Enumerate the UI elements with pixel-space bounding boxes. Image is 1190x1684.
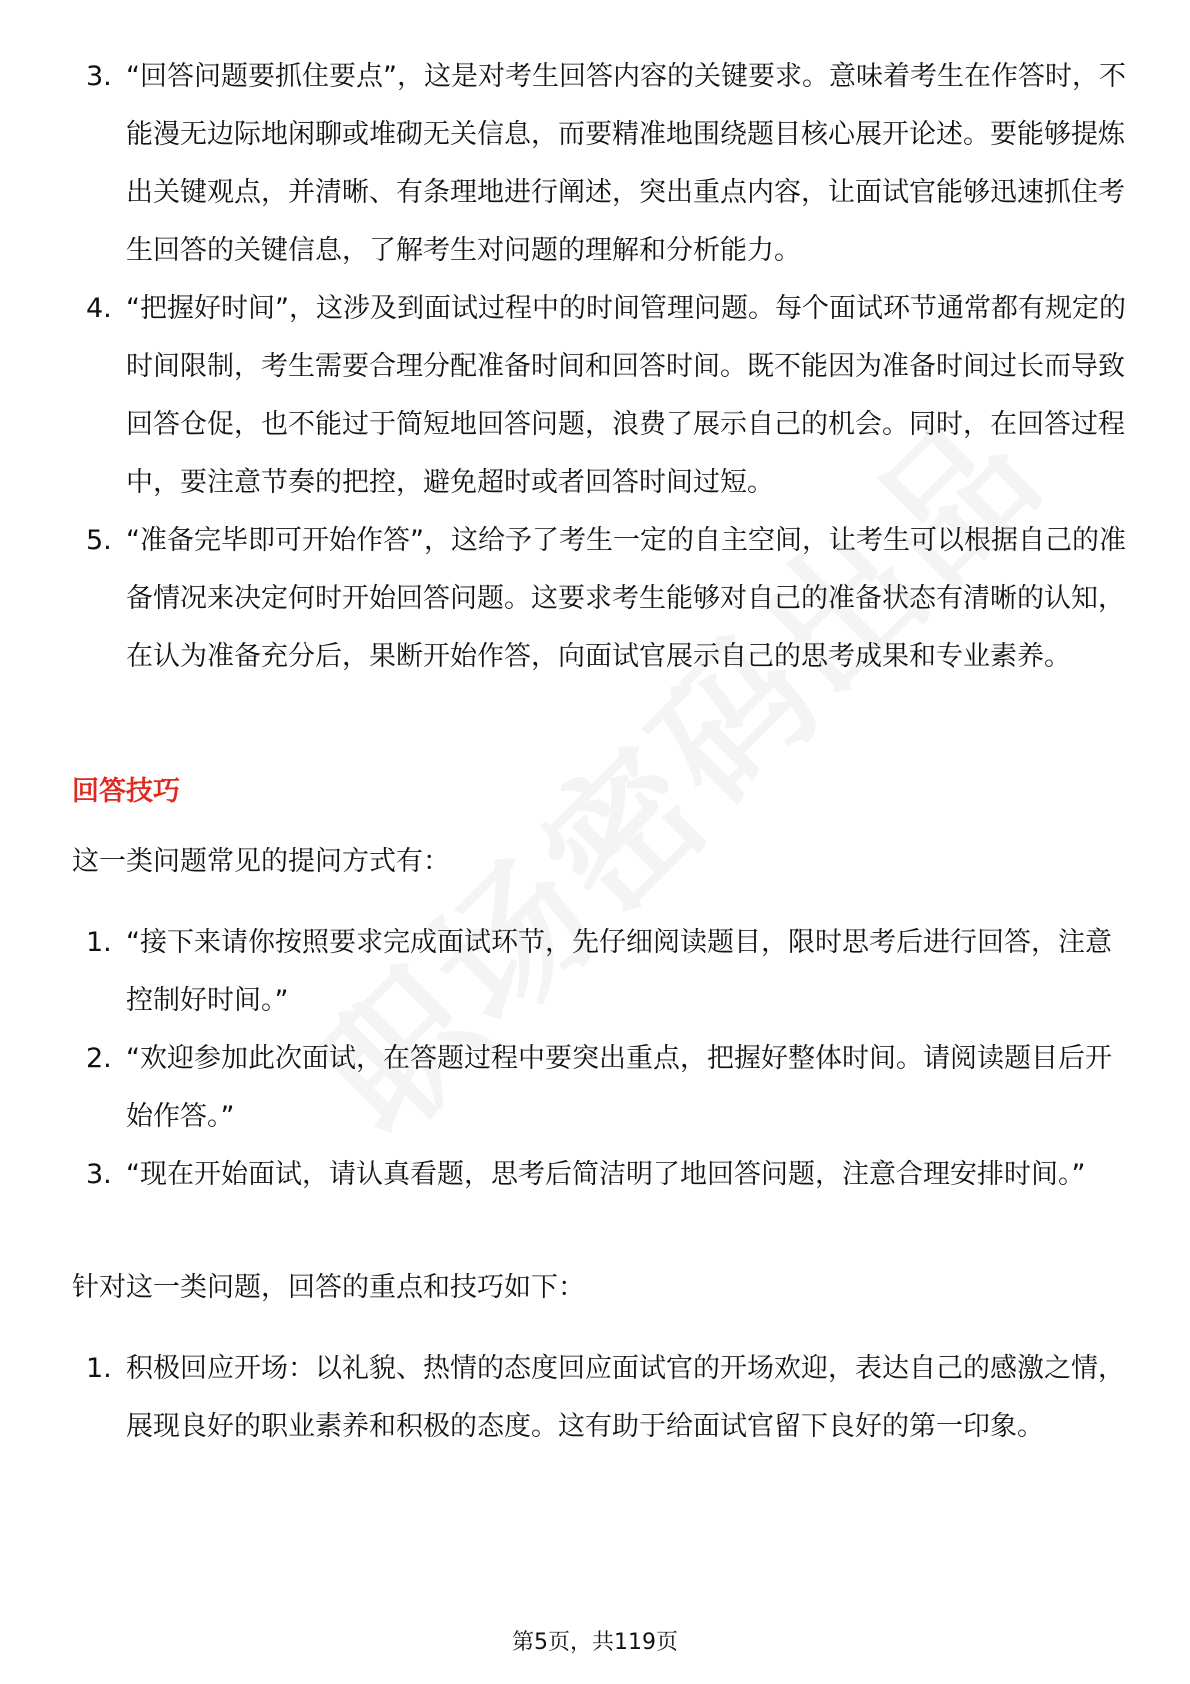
list-item-number: 3. <box>86 61 112 92</box>
list-item-text: “欢迎参加此次面试，在答题过程中要突出重点，把握好整体时间。请阅读题目后开始作答。” <box>126 1043 1112 1132</box>
section-heading: 回答技巧 <box>72 776 180 807</box>
requirements-list <box>72 48 1132 686</box>
page-footer: 第5页，共119页 <box>512 1630 678 1655</box>
tips-intro-paragraph: 针对这一类问题，回答的重点和技巧如下： <box>72 1272 585 1303</box>
list-item-number: 1. <box>86 927 112 958</box>
list-item-text: “接下来请你按照要求完成面试环节，先仔细阅读题目，限时思考后进行回答，注意控制好时间。” <box>126 927 1112 1016</box>
list-item-number: 5. <box>86 525 112 556</box>
list-item <box>72 512 1132 686</box>
list-item <box>72 1146 1132 1204</box>
list-item <box>72 1340 1132 1456</box>
list-item-text: “把握好时间”，这涉及到面试过程中的时间管理问题。每个面试环节通常都有规定的时间限制，考生需要合理分配准备时间和回答时间。既不能因为准备时间过长而导致回答仓促，也不能过于简短地回答问题，浪费了展示自己的机会。同时，在回答过程中，要注意节奏的把控，避免超时或者回答时间过短。 <box>126 293 1126 498</box>
list-item-number: 1. <box>86 1353 112 1384</box>
list-item-text: “现在开始面试，请认真看题，思考后简洁明了地回答问题，注意合理安排时间。” <box>126 1159 1086 1190</box>
list-item <box>72 280 1132 512</box>
list-item-text: “回答问题要抓住要点”，这是对考生回答内容的关键要求。意味着考生在作答时，不能漫无边际地闲聊或堆砌无关信息，而要精准地围绕题目核心展开论述。要能够提炼出关键观点，并清晰、有条理地进行阐述，突出重点内容，让面试官能够迅速抓住考生回答的关键信息，了解考生对问题的理解和分析能力。 <box>126 61 1126 266</box>
tips-list <box>72 1340 1132 1456</box>
list-item-number: 3. <box>86 1159 112 1190</box>
list-item-number: 4. <box>86 293 112 324</box>
list-item <box>72 1030 1132 1146</box>
question-examples-list <box>72 914 1132 1204</box>
list-item <box>72 48 1132 280</box>
list-item-text: 积极回应开场：以礼貌、热情的态度回应面试官的开场欢迎，表达自己的感激之情，展现良好的职业素养和积极的态度。这有助于给面试官留下良好的第一印象。 <box>126 1353 1125 1442</box>
list-item-number: 2. <box>86 1043 112 1074</box>
intro-paragraph: 这一类问题常见的提问方式有： <box>72 846 450 877</box>
list-item-text: “准备完毕即可开始作答”，这给予了考生一定的自主空间，让考生可以根据自己的准备情况来决定何时开始回答问题。这要求考生能够对自己的准备状态有清晰的认知，在认为准备充分后，果断开始作答，向面试官展示自己的思考成果和专业素养。 <box>126 525 1126 672</box>
list-item <box>72 914 1132 1030</box>
